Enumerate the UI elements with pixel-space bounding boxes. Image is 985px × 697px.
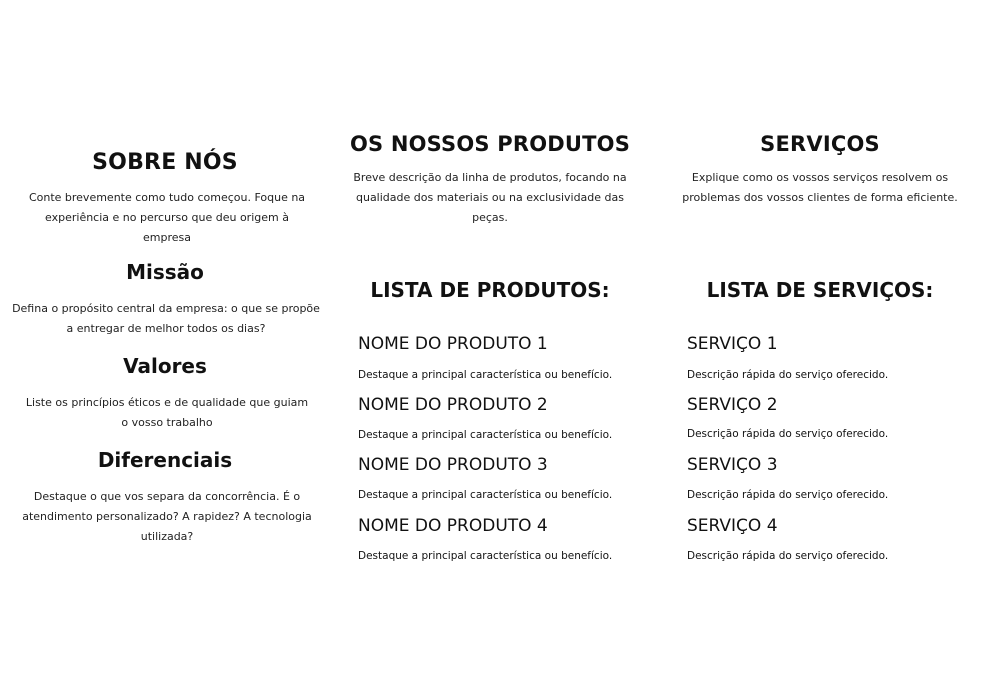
product-desc: Destaque a principal característica ou benefício. <box>358 429 613 441</box>
product-desc: Destaque a principal característica ou benefício. <box>358 550 613 562</box>
values-title: Valores <box>123 354 207 378</box>
product-name: NOME DO PRODUTO 1 <box>358 334 548 354</box>
service-name: SERVIÇO 3 <box>687 455 778 475</box>
services-title: SERVIÇOS <box>760 132 880 156</box>
service-desc: Descrição rápida do serviço oferecido. <box>687 550 889 562</box>
services-list-title: LISTA DE SERVIÇOS: <box>706 278 934 302</box>
service-desc: Descrição rápida do serviço oferecido. <box>687 428 889 440</box>
service-name: SERVIÇO 1 <box>687 334 778 354</box>
products-text: Breve descrição da linha de produtos, focando na qualidade dos materiais ou na exclusividade das peças. <box>353 171 627 224</box>
mission-title: Missão <box>126 260 204 284</box>
about-text: Conte brevemente como tudo começou. Foque na experiência e no percurso que deu origem à empresa <box>28 191 306 244</box>
about-title: SOBRE NÓS <box>92 150 238 175</box>
service-name: SERVIÇO 2 <box>687 395 778 415</box>
products-title: OS NOSSOS PRODUTOS <box>349 132 631 156</box>
product-name: NOME DO PRODUTO 2 <box>358 395 548 415</box>
product-desc: Destaque a principal característica ou benefício. <box>358 489 613 501</box>
differentials-title: Diferenciais <box>97 448 233 472</box>
service-name: SERVIÇO 4 <box>687 516 778 536</box>
product-desc: Destaque a principal característica ou benefício. <box>358 369 613 381</box>
services-text: Explique como os vossos serviços resolvem os problemas dos vossos clientes de forma eficiente. <box>682 171 958 204</box>
products-list-title: LISTA DE PRODUTOS: <box>370 278 610 302</box>
product-name: NOME DO PRODUTO 4 <box>358 516 548 536</box>
service-desc: Descrição rápida do serviço oferecido. <box>687 489 889 501</box>
mission-text: Defina o propósito central da empresa: o que se propõe a entregar de melhor todos os dias? <box>12 302 320 335</box>
service-desc: Descrição rápida do serviço oferecido. <box>687 369 889 381</box>
values-text: Liste os princípios éticos e de qualidade que guiam o vosso trabalho <box>25 396 309 429</box>
product-name: NOME DO PRODUTO 3 <box>358 455 548 475</box>
differentials-text: Destaque o que vos separa da concorrência. É o atendimento personalizado? A rapidez? A tecnologia utilizada? <box>22 490 312 543</box>
